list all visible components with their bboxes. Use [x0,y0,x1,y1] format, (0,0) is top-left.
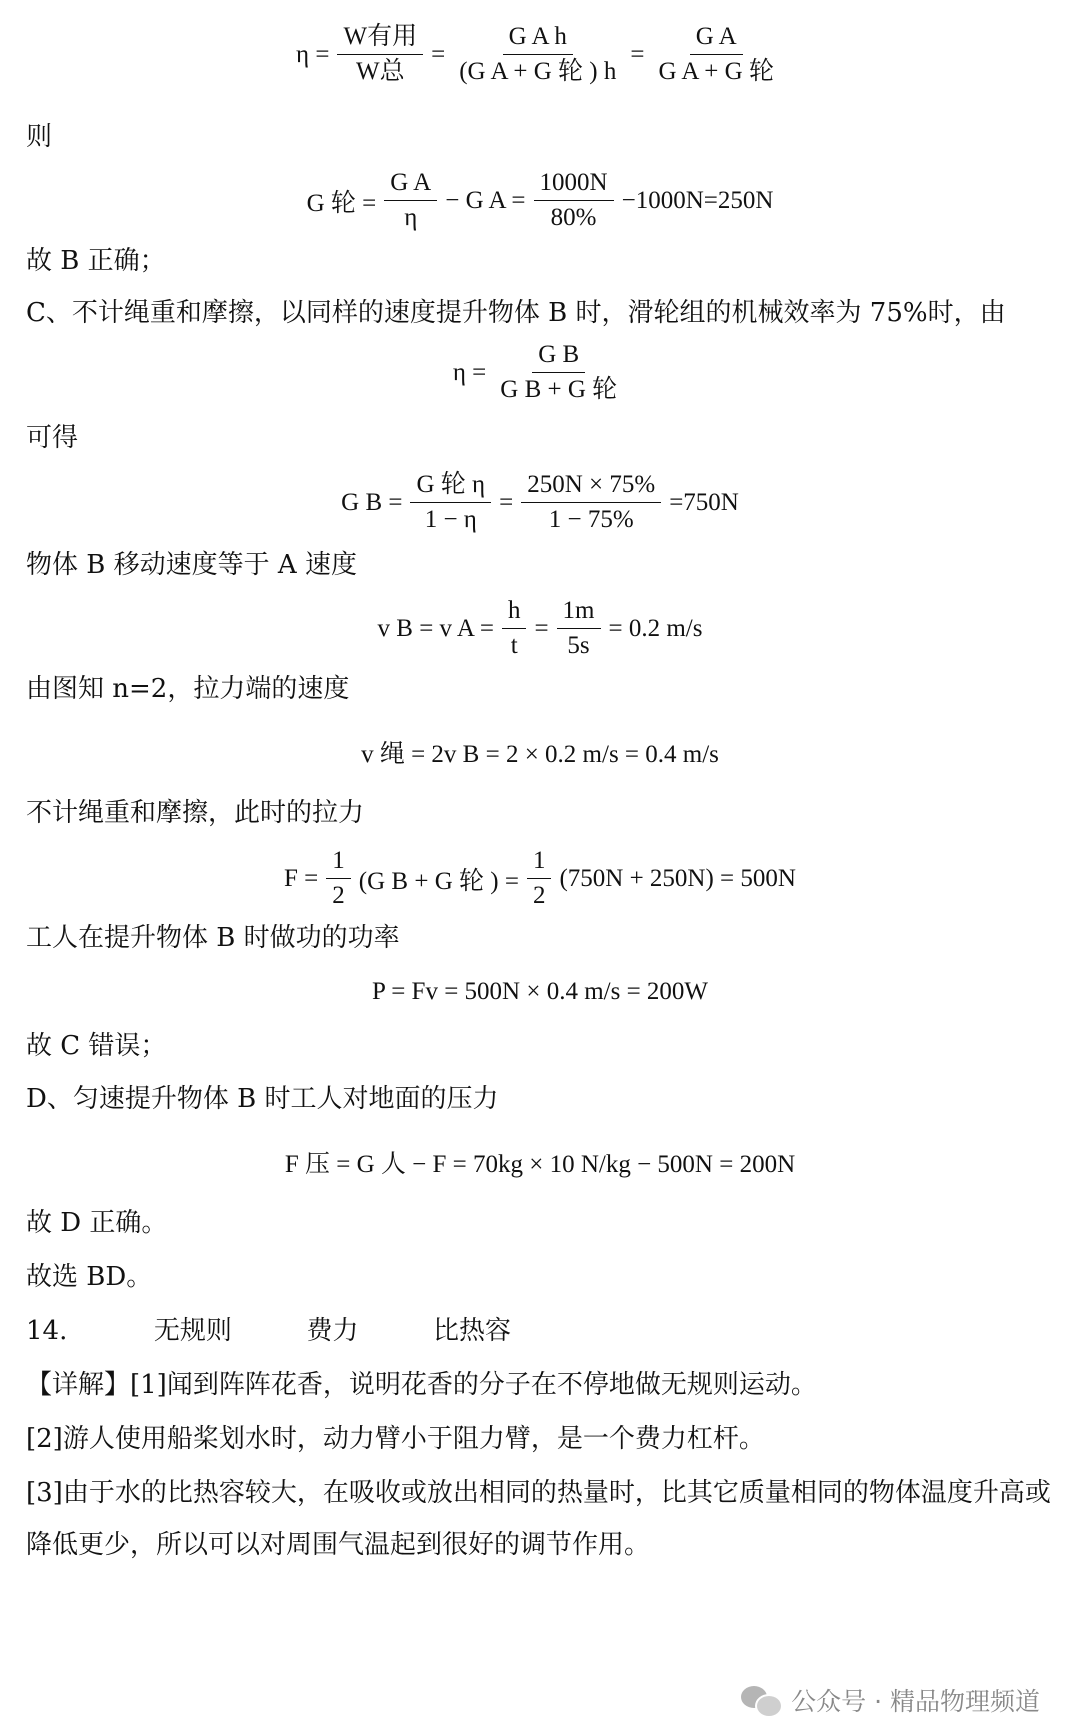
text-c-wrong: 故 C 错误； [26,1031,167,1061]
formula-efficiency: η = $\frac{\text{W有用}}{\text{W总}}$ = $\frac{\text{G A h}}{\text{(G A + G 轮 ) h}}$ = $\frac{\text{G A}}{\text{G A + G 轮}}$ [296,23,774,85]
text-worker-power: 工人在提升物体 B 时做功的功率 [26,923,400,953]
watermark [741,1682,1040,1718]
text-d-correct: 故 D 正确。 [26,1208,168,1238]
formula-force: F = $\frac{1}{2}$ (G B + G 轮 ) = $\frac{1}{2}$ (750N + 250N) = 500N [284,847,796,909]
text-ze: 则 [26,122,53,152]
answer-3: 比热容 [432,1316,511,1346]
wechat-icon [741,1684,781,1716]
formula-g-wheel: G 轮 = $\frac{\text{G A}}{\eta}$ − G A = $\frac{1000N}{80\%}$ −1000N=250N [306,169,774,231]
question-number: 14. [26,1316,68,1346]
answer-1: 无规则 [153,1316,232,1346]
text-n2: 由图知 n=2，拉力端的速度 [26,674,350,704]
text-d-intro: D、匀速提升物体 B 时工人对地面的压力 [26,1084,499,1114]
detail-3a: [3]由于水的比热容较大，在吸收或放出相同的热量时，比其它质量相同的物体温度升高或 [26,1478,1051,1508]
formula-eta-b: η = $\frac{\text{G B}}{\text{G B + G 轮}}$ [452,341,618,403]
formula-rope-velocity: v 绳 = 2v B = 2 × 0.2 m/s = 0.4 m/s [361,741,719,768]
watermark-label: 公众号 · 精品物理频道 [791,1687,1040,1716]
text-b-speed: 物体 B 移动速度等于 A 速度 [26,550,357,580]
formula-g-b: G B = $\frac{\text{G 轮 η}}{1 - \eta}$ = $\frac{250N \times 75\%}{1 - 75\%}$ =750N [341,471,739,533]
text-c-intro: C、不计绳重和摩擦，以同样的速度提升物体 B 时，滑轮组的机械效率为 75%时，由 [26,298,1006,328]
detail-1: 【详解】[1]闻到阵阵花香，说明花香的分子在不停地做无规则运动。 [26,1370,817,1400]
formula-power: P = Fv = 500N × 0.4 m/s = 200W [371,978,709,1005]
text-choose: 故选 BD。 [26,1262,153,1292]
detail-3b: 降低更少，所以可以对周围气温起到很好的调节作用。 [26,1530,651,1560]
text-no-friction: 不计绳重和摩擦，此时的拉力 [26,798,365,828]
formula-pressure: F 压 = G 人 − F = 70kg × 10 N/kg − 500N = 200N [284,1151,796,1178]
question-14-row [26,1316,511,1346]
text-b-correct: 故 B 正确； [26,246,166,276]
formula-velocity: v B = v A = $\frac{h}{t}$ = $\frac{1m}{5s}$ = 0.2 m/s [377,597,703,659]
answer-2: 费力 [306,1316,359,1346]
text-kede: 可得 [26,423,79,453]
detail-2: [2]游人使用船桨划水时，动力臂小于阻力臂，是一个费力杠杆。 [26,1424,765,1454]
